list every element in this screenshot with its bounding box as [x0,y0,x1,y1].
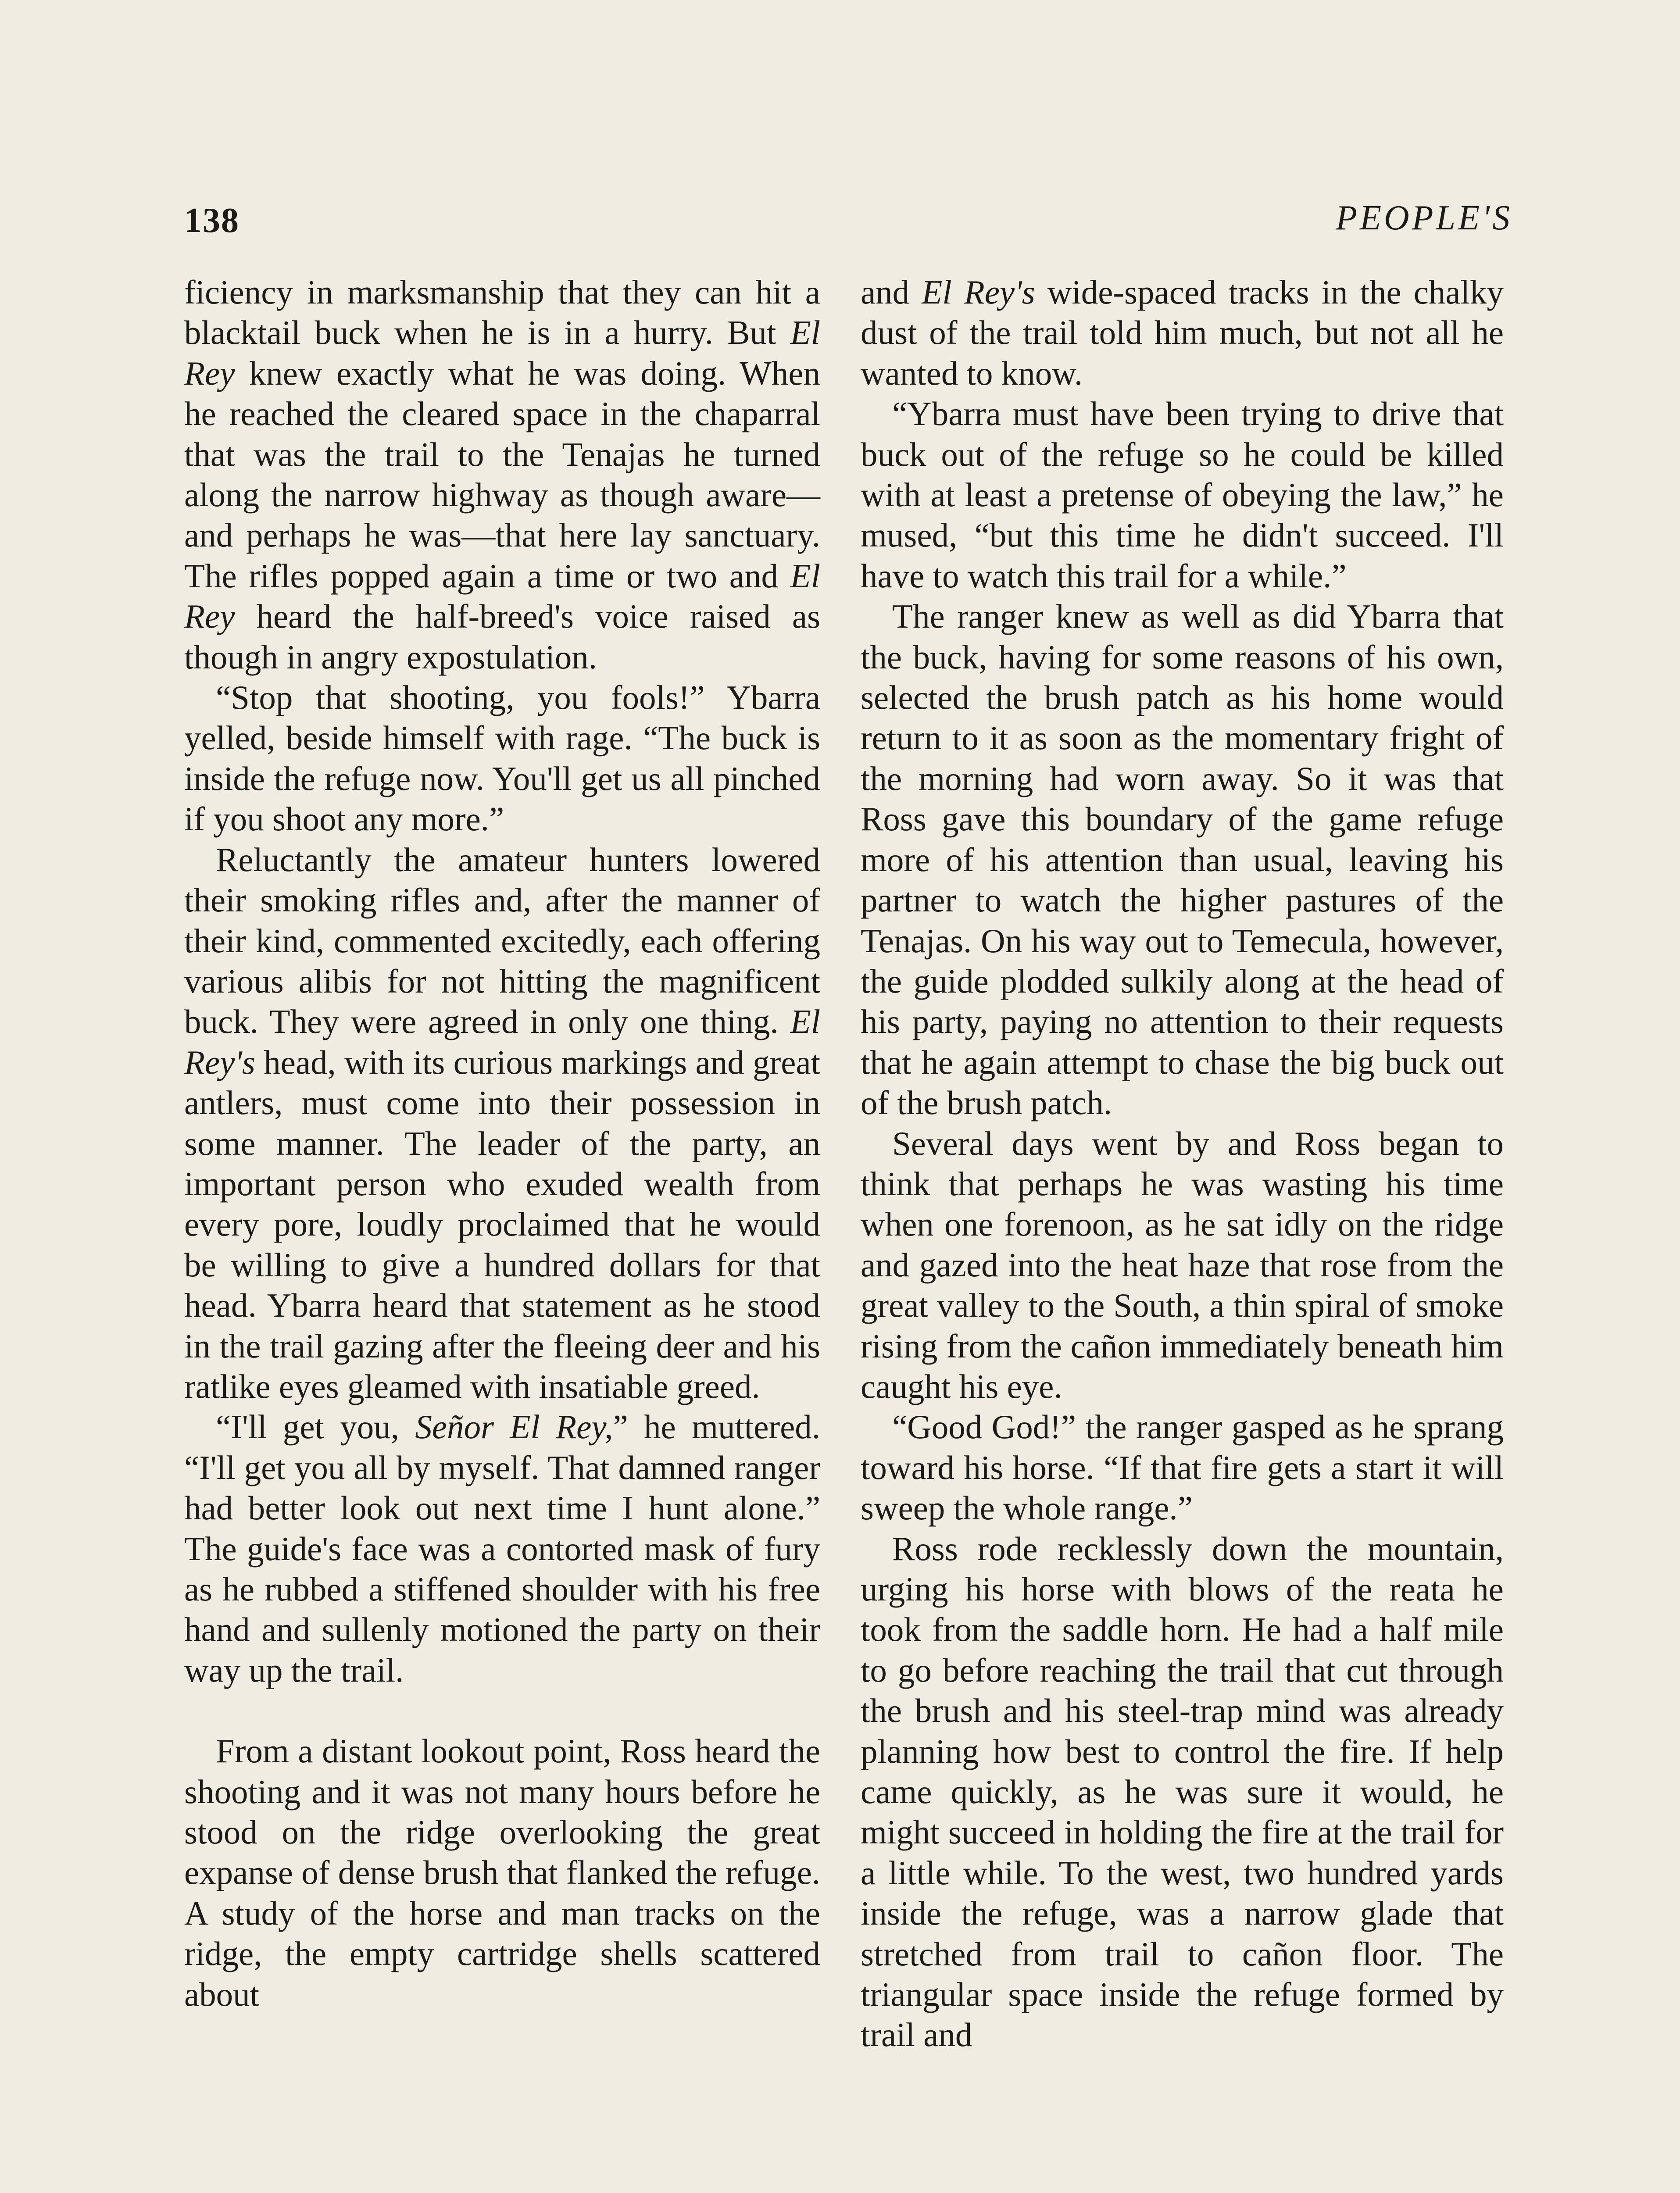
paragraph [184,839,820,1407]
text-run: Ross rode recklessly down the mountain, urging his horse with blows of the reata he took from the saddle horn. He had a half mile to go before reaching the trail that cut through the brush and his steel-trap mind was already planning how best to control the fire. If help came quickly, as he was sure it would, he might succeed in holding the fire at the trail for a little while. To the west, two hundred yards inside the refuge, was a narrow glade that stretched from trail to cañon floor. The triangular space inside the refuge formed by trail and [861,1529,1504,2054]
paragraph [861,1529,1504,2055]
text-run: heard the half-breed's voice raised as though in angry expostulation. [184,597,820,676]
text-run: wide-spaced tracks in the chalky dust of the trail told him much, but not all he wanted to know. [861,273,1504,392]
paragraph [861,272,1504,393]
italic-text: El Rey [184,557,820,636]
paragraph [861,1407,1504,1528]
paragraph [184,677,820,839]
italic-text: El Rey's [922,273,1035,311]
text-run: and [861,273,922,311]
paragraph [861,393,1504,596]
paragraph [184,272,820,677]
paragraph [184,1407,820,1690]
paragraph [861,1123,1504,1407]
paragraph [184,1731,820,2014]
text-run: Reluctantly the amateur hunters lowered their smoking rifles and, after the manner of their kind, commented excitedly, each offering various alibis for not hitting the magnificent buck. They were agreed in only one thing. [184,840,820,1041]
text-run: ” he muttered. “I'll get you all by myself. That damned ranger had better look out next time I hunt alone.” The guide's face was a contorted mask of fury as he rubbed a stiffened shoulder with his free hand and sullenly motioned the party on their way up the trail. [184,1408,821,1689]
text-run: From a distant lookout point, Ross heard the shooting and it was not many hours before he stood on the ridge overlooking the great expanse of dense brush that flanked the refuge. A study of the horse and man tracks on the ridge, the empty cartridge shells scattered about [184,1732,820,2013]
italic-text: Señor El Rey, [415,1408,613,1446]
text-run: “Ybarra must have been trying to drive that buck out of the refuge so he could be killed with at least a pretense of obeying the law,” he mused, “but this time he didn't succeed. I'll have to watch this trail for a while.” [861,395,1504,595]
paragraph [861,596,1504,1123]
text-run: “Stop that shooting, you fools!” Ybarra yelled, beside himself with rage. “The buck is inside the refuge now. You'll get us all pinched if you shoot any more.” [184,679,820,838]
running-head: PEOPLE'S [1336,199,1512,237]
right-column [861,272,1504,2055]
text-run: The ranger knew as well as did Ybarra that the buck, having for some reasons of his own, selected the brush patch as his home would return to it as soon as the momentary fright of the morning had worn away. So it was that Ross gave this boundary of the game refuge more of his attention than usual, leaving his partner to watch the higher pastures of the Tenajas. On his way out to Temecula, however, the guide plodded sulkily along at the head of his party, paying no attention to their requests that he again attempt to chase the big buck out of the brush patch. [861,597,1504,1122]
text-run: Several days went by and Ross began to think that perhaps he was wasting his time when one forenoon, as he sat idly on the ridge and gazed into the heat haze that rose from the great valley to the South, a thin spiral of smoke rising from the cañon immediately beneath him caught his eye. [861,1124,1504,1405]
text-run: knew exactly what he was doing. When he reached the cleared space in the chaparral that was the trail to the Tenajas he turned along the narrow highway as though aware—and perhaps he was—that here lay sanctuary. The rifles popped again a time or two and [184,354,820,595]
left-column [184,272,820,2014]
page-number: 138 [184,201,239,240]
italic-text: El Rey's [184,1003,820,1081]
text-run: “Good God!” the ranger gasped as he sprang toward his horse. “If that fire gets a start it will sweep the whole range.” [861,1408,1504,1527]
text-run: head, with its curious markings and great antlers, must come into their possession in some manner. The leader of the party, an important person who exuded wealth from every pore, loudly proclaimed that he would be willing to give a hundred dollars for that head. Ybarra heard that statement as he stood in the trail gazing after the fleeing deer and his ratlike eyes gleamed with insatiable greed. [184,1043,820,1405]
text-run: “I'll get you, [216,1408,415,1446]
italic-text: El Rey [184,314,820,392]
text-run: ficiency in marksmanship that they can hit a blacktail buck when he is in a hurry. But [184,273,820,352]
